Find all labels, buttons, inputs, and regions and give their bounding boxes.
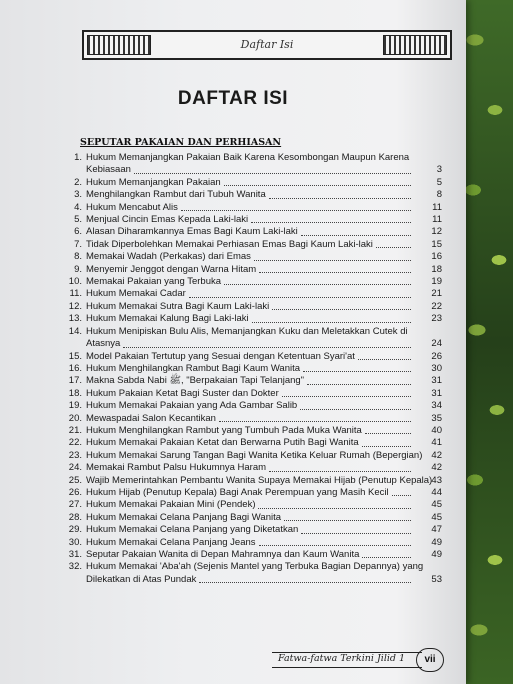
toc-entry-number: 10. xyxy=(68,276,82,288)
dot-leader xyxy=(134,173,411,174)
toc-entry-title: Hukum Memakai Celana Panjang Bagi Wanita xyxy=(86,511,282,523)
toc-entry-title: Memakai Rambut Palsu Hukumnya Haram xyxy=(86,462,267,474)
dot-leader xyxy=(258,508,411,509)
toc-entry-title: Wajib Memerintahkan Pembantu Wanita Supaya Memakai Hijab (Penutup Kepala) xyxy=(86,474,433,486)
toc-entry xyxy=(60,351,442,363)
toc-entry-number: 17. xyxy=(68,375,82,387)
toc-entry-title: Menyemir Jenggot dengan Warna Hitam xyxy=(86,263,257,275)
toc-entry xyxy=(60,214,442,226)
page-number: vii xyxy=(416,648,444,672)
toc-entry-number: 6. xyxy=(74,226,82,238)
dot-leader xyxy=(269,471,411,472)
toc-entry-number: 28. xyxy=(68,511,82,523)
toc-entry xyxy=(60,276,442,288)
toc-entry-number: 25. xyxy=(68,474,82,486)
toc-entry-page: 11 xyxy=(432,214,442,226)
toc-entry-page: 19 xyxy=(431,276,442,288)
dot-leader xyxy=(224,284,411,285)
dot-leader xyxy=(189,297,411,298)
toc-entry-title: Hukum Menipiskan Bulu Alis, Memanjangkan Kuku dan Meletakkan Cutek di xyxy=(86,325,408,337)
toc-entry-title: Memakai Pakaian yang Terbuka xyxy=(86,276,222,288)
toc-entry-number: 7. xyxy=(74,238,82,250)
toc-entry-title: Menghilangkan Rambut dari Tubuh Wanita xyxy=(86,189,266,201)
toc-entry-title: Hukum Menghilangkan Rambut yang Tumbuh Pada Muka Wanita xyxy=(86,424,362,436)
toc-entry-number: 26. xyxy=(68,486,82,498)
toc-entry xyxy=(60,388,442,400)
toc-entry-page: 49 xyxy=(431,536,442,548)
toc-entry-number: 27. xyxy=(68,499,82,511)
toc-entry-number: 2. xyxy=(74,176,82,188)
toc-entry-page: 35 xyxy=(431,412,442,424)
toc-entry-page: 42 xyxy=(431,462,442,474)
toc-entry-page: 47 xyxy=(431,524,442,536)
toc-entry-number: 32. xyxy=(68,561,82,573)
toc-entry-number: 22. xyxy=(68,437,82,449)
toc-entry xyxy=(60,512,442,524)
toc-entry-page: 40 xyxy=(431,424,442,436)
dot-leader xyxy=(362,446,411,447)
dot-leader xyxy=(300,409,411,410)
toc-entry-title: Hukum Menghilangkan Rambut Bagi Kaum Wanita xyxy=(86,362,301,374)
toc-entry xyxy=(60,400,442,412)
header-ornament-band xyxy=(82,30,452,60)
toc-entry-title: Hukum Memakai Celana Panjang yang Diketatkan xyxy=(86,524,299,536)
toc-entry-title: Hukum Memakai Celana Panjang Jeans xyxy=(86,536,256,548)
toc-entry-page: 45 xyxy=(431,511,442,523)
dot-leader xyxy=(301,533,411,534)
toc-entry xyxy=(60,375,442,387)
toc-entry xyxy=(60,326,442,351)
toc-entry xyxy=(60,363,442,375)
toc-entry xyxy=(60,177,442,189)
toc-entry-number: 9. xyxy=(74,263,82,275)
toc-entry xyxy=(60,487,442,499)
toc-entry-page: 23 xyxy=(431,313,442,325)
toc-entry-number: 3. xyxy=(74,189,82,201)
toc-entry xyxy=(60,499,442,511)
toc-entry-number: 15. xyxy=(68,350,82,362)
toc-entry xyxy=(60,413,442,425)
toc-entry-title: Hukum Memakai Pakaian yang Ada Gambar Salib xyxy=(86,400,298,412)
toc-entry xyxy=(60,450,442,462)
dot-leader xyxy=(284,520,411,521)
dot-leader xyxy=(224,185,411,186)
toc-entry xyxy=(60,202,442,214)
dot-leader xyxy=(376,247,411,248)
page-title: DAFTAR ISI xyxy=(177,88,289,109)
toc-entry-title: Menjual Cincin Emas Kepada Laki-laki xyxy=(86,214,249,226)
toc-entry-number: 31. xyxy=(68,549,82,560)
toc-entry-title: Hukum Memanjangkan Pakaian xyxy=(86,176,221,188)
toc-entry-title: Kebiasaan xyxy=(86,164,131,176)
dot-leader xyxy=(269,198,411,199)
toc-entry xyxy=(60,561,442,586)
toc-entry-title: Hukum Pakaian Ketat Bagi Suster dan Dokter xyxy=(86,387,279,399)
dot-leader xyxy=(251,222,411,223)
toc-entry xyxy=(60,425,442,437)
toc-entry-page: 34 xyxy=(431,400,442,412)
toc-entry xyxy=(60,239,442,251)
toc-entry-number: 29. xyxy=(68,524,82,536)
toc-entry-title: Memakai Wadah (Perkakas) dari Emas xyxy=(86,251,251,263)
dot-leader xyxy=(301,235,411,236)
toc-entry xyxy=(60,152,442,177)
toc-entry-title: Hukum Memakai Cadar xyxy=(86,288,186,300)
toc-entry-number: 19. xyxy=(68,400,82,412)
toc-entry-page: 49 xyxy=(431,549,442,560)
table-of-contents xyxy=(60,152,442,586)
toc-entry-page: 53 xyxy=(431,573,442,585)
toc-entry xyxy=(60,437,442,449)
toc-entry xyxy=(60,313,442,325)
toc-entry-title: Hukum Memanjangkan Pakaian Baik Karena Kesombongan Maupun Karena xyxy=(86,152,410,163)
toc-entry-number: 11. xyxy=(69,288,82,300)
toc-entry-title: Seputar Pakaian Wanita di Depan Mahramnya dan Kaum Wanita xyxy=(86,549,360,560)
footer xyxy=(272,648,462,672)
dot-leader xyxy=(365,433,411,434)
dot-leader xyxy=(252,322,411,323)
toc-entry xyxy=(60,524,442,536)
dot-leader xyxy=(219,421,411,422)
toc-entry-number: 23. xyxy=(68,449,82,461)
toc-entry xyxy=(60,189,442,201)
toc-entry-number: 24. xyxy=(68,462,82,474)
dot-leader xyxy=(282,396,411,397)
footer-book-title: Fatwa-fatwa Terkini Jilid 1 xyxy=(278,653,406,664)
toc-entry-page: 30 xyxy=(431,362,442,374)
toc-entry xyxy=(60,537,442,549)
toc-entry-title: Makna Sabda Nabi ﷺ, "Berpakaian Tapi Telanjang" xyxy=(86,375,305,387)
toc-entry-title: Hukum Memakai Pakaian Mini (Pendek) xyxy=(86,499,256,511)
dot-leader xyxy=(358,359,411,360)
toc-entry-title: Hukum Hijab (Penutup Kepala) Bagi Anak Perempuan yang Masih Kecil xyxy=(86,486,389,498)
toc-entry-number: 4. xyxy=(74,201,82,213)
toc-entry-page: 12 xyxy=(431,226,442,238)
toc-entry xyxy=(60,226,442,238)
dot-leader xyxy=(181,210,411,211)
toc-entry-page: 5 xyxy=(436,176,442,188)
toc-entry-number: 5. xyxy=(74,214,82,226)
toc-entry-page: 18 xyxy=(431,263,442,275)
dot-leader xyxy=(303,371,411,372)
toc-entry xyxy=(60,301,442,313)
toc-entry-page: 31 xyxy=(431,375,442,387)
toc-entry-number: 18. xyxy=(68,387,82,399)
dot-leader xyxy=(259,545,411,546)
toc-entry-title: Hukum Memakai Pakaian Ketat dan Berwarna Putih Bagi Wanita xyxy=(86,437,359,449)
dot-leader xyxy=(259,272,411,273)
toc-entry-page: 16 xyxy=(431,251,442,263)
toc-entry-number: 14. xyxy=(68,325,82,337)
dot-leader xyxy=(307,384,411,385)
toc-entry-title: Hukum Memakai Sarung Tangan Bagi Wanita Ketika Keluar Rumah (Bepergian) xyxy=(86,449,423,461)
toc-entry xyxy=(60,264,442,276)
toc-entry-number: 16. xyxy=(68,362,82,374)
section-title: SEPUTAR PAKAIAN DAN PERHIASAN xyxy=(80,137,282,148)
toc-entry-page: 8 xyxy=(436,189,442,201)
toc-entry-number: 20. xyxy=(68,412,82,424)
toc-entry-page: 21 xyxy=(431,288,442,300)
toc-entry-title: Hukum Memakai Kalung Bagi Laki-laki xyxy=(86,313,249,325)
toc-entry-page: 42 xyxy=(431,449,442,461)
toc-entry-page: 45 xyxy=(431,499,442,511)
dot-leader xyxy=(123,347,411,348)
toc-entry-title: Alasan Diharamkannya Emas Bagi Kaum Laki-laki xyxy=(86,226,298,238)
toc-entry-title: Hukum Memakai 'Aba'ah (Sejenis Mantel yang Terbuka Bagian Depannya) yang xyxy=(86,561,424,573)
toc-entry-number: 12. xyxy=(68,300,82,312)
toc-entry-title: Mewaspadai Salon Kecantikan xyxy=(86,412,216,424)
toc-entry-title: Dilekatkan di Atas Pundak xyxy=(86,573,197,585)
toc-entry xyxy=(60,549,442,561)
toc-entry-page: 24 xyxy=(431,338,442,350)
toc-entry-number: 21. xyxy=(68,424,82,436)
toc-entry-number: 30. xyxy=(68,536,82,548)
dot-leader xyxy=(272,309,411,310)
toc-entry-number: 8. xyxy=(74,251,82,263)
toc-entry-page: 15 xyxy=(431,238,442,250)
toc-entry-title: Tidak Diperbolehkan Memakai Perhiasan Emas Bagi Kaum Laki-laki xyxy=(86,238,373,250)
toc-entry-page: 26 xyxy=(431,350,442,362)
toc-entry-number: 13. xyxy=(68,313,82,325)
dot-leader xyxy=(199,582,411,583)
toc-entry-title: Model Pakaian Tertutup yang Sesuai dengan Ketentuan Syari'at xyxy=(86,350,355,362)
toc-entry xyxy=(60,288,442,300)
toc-entry-page: 41 xyxy=(431,437,442,449)
toc-entry-page: 44 xyxy=(431,486,442,498)
dot-leader xyxy=(254,260,411,261)
toc-entry-number: 1. xyxy=(74,152,82,163)
running-header: Daftar Isi xyxy=(240,38,294,51)
toc-entry-title: Atasnya xyxy=(86,338,121,350)
toc-entry-title: Hukum Mencabut Alis xyxy=(86,201,178,213)
toc-entry-page: 43 xyxy=(431,474,442,486)
toc-entry xyxy=(60,475,442,487)
dot-leader xyxy=(392,495,411,496)
toc-entry xyxy=(60,251,442,263)
toc-entry-page: 11 xyxy=(432,201,442,213)
toc-entry-page: 31 xyxy=(431,387,442,399)
toc-entry-page: 3 xyxy=(436,164,442,176)
dot-leader xyxy=(362,557,411,558)
toc-entry-title: Hukum Memakai Sutra Bagi Kaum Laki-laki xyxy=(86,300,270,312)
toc-entry xyxy=(60,462,442,474)
toc-entry-page: 22 xyxy=(431,300,442,312)
